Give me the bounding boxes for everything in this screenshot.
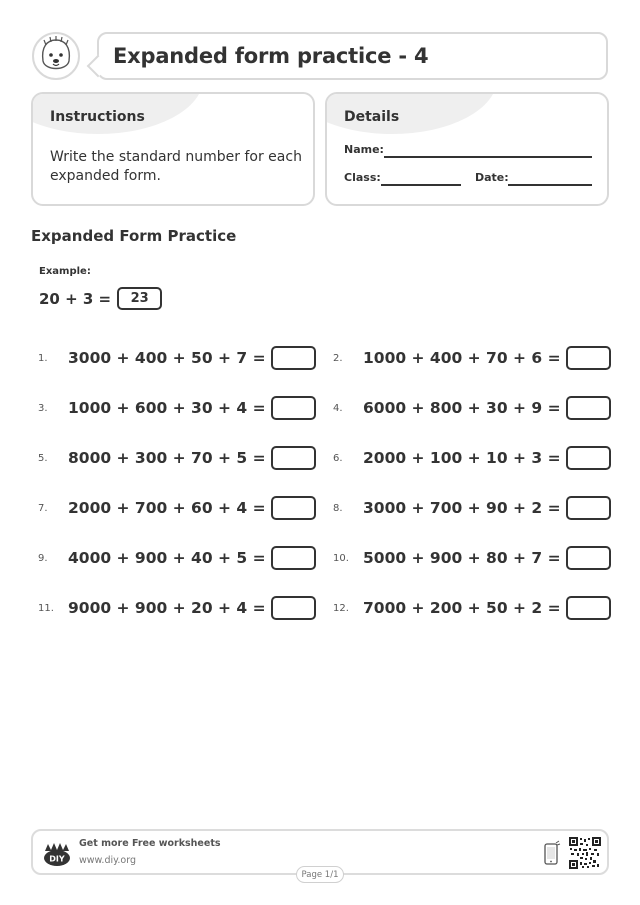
problem-number: 11. — [38, 602, 54, 614]
example-answer-box — [117, 287, 162, 310]
problem-number: 6. — [333, 452, 343, 464]
problem-expression: 9000 + 900 + 20 + 4 = — [68, 599, 266, 617]
problem-6 — [333, 446, 611, 470]
answer-box[interactable] — [271, 346, 316, 370]
problem-9 — [38, 546, 316, 570]
problem-number: 3. — [38, 402, 48, 414]
problem-number: 5. — [38, 452, 48, 464]
instructions-heading: Instructions — [50, 109, 145, 125]
problem-number: 9. — [38, 552, 48, 564]
problem-expression: 2000 + 100 + 10 + 3 = — [363, 449, 561, 467]
problem-expression: 1000 + 400 + 70 + 6 = — [363, 349, 561, 367]
answer-box[interactable] — [566, 346, 611, 370]
answer-box[interactable] — [566, 446, 611, 470]
date-field[interactable] — [508, 184, 592, 186]
example-answer: 23 — [130, 291, 149, 306]
diy-logo-icon[interactable] — [43, 841, 71, 867]
class-field[interactable] — [381, 184, 461, 186]
problem-4 — [333, 396, 611, 420]
problem-number: 2. — [333, 352, 343, 364]
footer-url[interactable]: www.diy.org — [79, 855, 136, 866]
details-card — [325, 92, 609, 206]
problem-expression: 8000 + 300 + 70 + 5 = — [68, 449, 266, 467]
answer-box[interactable] — [271, 496, 316, 520]
problem-2 — [333, 346, 611, 370]
problem-expression: 1000 + 600 + 30 + 4 = — [68, 399, 266, 417]
problem-expression: 7000 + 200 + 50 + 2 = — [363, 599, 561, 617]
problem-number: 7. — [38, 502, 48, 514]
problem-expression: 3000 + 700 + 90 + 2 = — [363, 499, 561, 517]
problem-expression: 2000 + 700 + 60 + 4 = — [68, 499, 266, 517]
qr-code-icon — [569, 837, 601, 869]
example-equation — [39, 287, 162, 310]
page-indicator: Page 1/1 — [296, 866, 344, 883]
footer-promo: Get more Free worksheets — [79, 838, 221, 849]
answer-box[interactable] — [566, 396, 611, 420]
problem-8 — [333, 496, 611, 520]
date-label: Date: — [475, 171, 509, 184]
instructions-card — [31, 92, 315, 206]
mascot-face-icon — [31, 31, 81, 81]
answer-box[interactable] — [566, 596, 611, 620]
problem-5 — [38, 446, 316, 470]
example-expression: 20 + 3 = — [39, 289, 112, 308]
problem-11 — [38, 596, 316, 620]
problem-number: 10. — [333, 552, 349, 564]
problem-expression: 4000 + 900 + 40 + 5 = — [68, 549, 266, 567]
instructions-text: Write the standard number for each expanded form. — [50, 149, 302, 184]
answer-box[interactable] — [271, 446, 316, 470]
details-heading: Details — [344, 109, 400, 125]
problem-number: 12. — [333, 602, 349, 614]
problem-expression: 5000 + 900 + 80 + 7 = — [363, 549, 561, 567]
name-field[interactable] — [384, 156, 592, 158]
problem-3 — [38, 396, 316, 420]
problem-1 — [38, 346, 316, 370]
section-title: Expanded Form Practice — [31, 227, 237, 245]
answer-box[interactable] — [566, 546, 611, 570]
example-label: Example: — [39, 266, 91, 277]
problem-10 — [333, 546, 611, 570]
answer-box[interactable] — [271, 396, 316, 420]
problem-number: 1. — [38, 352, 48, 364]
problem-expression: 3000 + 400 + 50 + 7 = — [68, 349, 266, 367]
answer-box[interactable] — [271, 546, 316, 570]
problem-12 — [333, 596, 611, 620]
answer-box[interactable] — [271, 596, 316, 620]
answer-box[interactable] — [566, 496, 611, 520]
problem-7 — [38, 496, 316, 520]
problem-number: 8. — [333, 502, 343, 514]
class-label: Class: — [344, 171, 381, 184]
phone-icon — [543, 840, 561, 866]
problem-number: 4. — [333, 402, 343, 414]
name-label: Name: — [344, 143, 384, 156]
title-bubble — [97, 32, 608, 80]
problem-expression: 6000 + 800 + 30 + 9 = — [363, 399, 561, 417]
logo-text: DIY — [49, 854, 65, 864]
page-title: Expanded form practice - 4 — [113, 44, 429, 68]
